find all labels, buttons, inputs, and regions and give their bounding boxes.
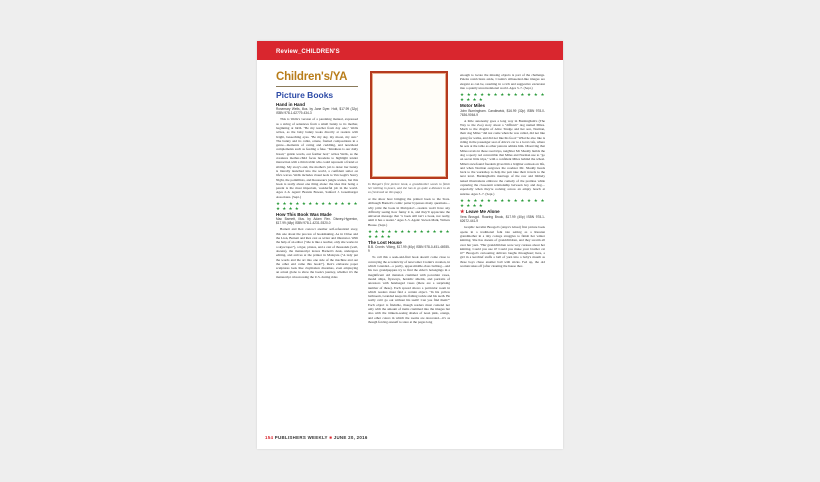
review-body-hand-in-hand: This is Wells's version of a parenting manual, expressed as a string of sentences from a small bunny to its mother, beginning at birth. "Be my teacher from day one," Wells writes, as the baby bunny looks directly at readers with bright, beseeching eyes. "Be my sky, my moon, my sun." The bunny and its cabin, ornate, framed compositions in a genre—moments of caring and cuddling, and newshead complements such as feeding a fake. "Kindness is our daily bread," gentle words, our feather bed," writes Wells, as the creatures mother-child focus broadens to highlight tender interaction with a third rabbit who could represent a friend or sibling. My story's end, the mother's job is done: her bunny is literally launched into the world, a confident sailor on life's waves. Wells includes visual nods to Van Gogh's Starry Night, the pointillists, and Rousseau's jungle scenes, but this book is really about one thing alone: the idea that being a parent is the most important, wonderful job in the world. Ages 2–6. Agent: Brenda Bowen, Sanford J. Greenburger Associates. (Sept.) xyxy=(276,117,358,199)
column-2 xyxy=(368,71,450,324)
column-3 xyxy=(460,73,545,268)
section-title: Children's/YA xyxy=(276,71,348,83)
column-1 xyxy=(276,71,358,279)
review-meta-the-lost-house: B.B. Cronin. Viking, $17.99 (40p) ISBN 978-0-451-46935-9 xyxy=(368,245,450,254)
review-meta-motor-miles: John Burningham. Candlewick, $16.99 (32p) ISBN 978-0-7636-9064-9 xyxy=(460,108,545,117)
review-title-the-lost-house: The Lost House xyxy=(368,240,402,246)
star-divider: ★ ★ ★ ★ ★ ★ ★ ★ ★ ★ ★ ★ ★ ★ ★ ★ ★ xyxy=(460,197,545,208)
publication-name: PUBLISHERS WEEKLY xyxy=(274,435,328,440)
page-footer xyxy=(265,435,368,440)
review-body-motor-miles: A little autonomy goes a long way in Burningham's (The Way to the Zoo) story about a "difficult" dog named Miles. Much to the chagrin of Alice Trudge and her son, Norman, their dog Miles "did not come when he was called, did not like going for walks, and did not like his food." What he also like is riding in the passenger seat of Alice's car to a local cafe, where he sets at the table as other patrons admire him. Observing that Miles revels in these road trips, neighbor Mr Shaddy builds the dog a sporty red convertible that Miles and Norman use to "go on secret little trips," with a confident Miles behind the wheel. Miles's newfound freedom gives him a brighter outlook on life, and when Norman outgrows the roadster Mr. Shaddy heads back to the workshop to help the pair take their travels to the next level. Burningham's marriage of the raw and blithely naked illustrations embrace the comedy of the premise while capturing the close-knit relationship between boy and dog—especially when they're rocking across an empty beach at sunrise. Ages 3–7. (Sept.) xyxy=(460,118,545,196)
book-cover-image xyxy=(370,71,448,179)
page-number: 154 xyxy=(265,435,274,440)
review-body-leave-me-alone: Graphic novelist Brosgol's (Anya's Ghost) first picture book opens in a traditional folk tale setting as a Russian grandmother in a tiny cottage struggles to finish her winter knitting. She has dozens of grandchildren, and they swarm all over her yarn. "Her grandchildren were very curious about her knitting. Could you use it? Could you make your brother cat it?" Brosgol's cartooning delivers laughs throughout; here, a girl in a kerchief stuffs a ball of yarn into a baby's mouth as three boys chase another ball with sticks. Fed up, the old woman takes off (after cleaning the house thor- xyxy=(460,225,545,269)
section-divider xyxy=(276,86,358,87)
review-meta-leave-me-alone: Vera Brosgol. Roaring Brook, $17.99 (40p) ISBN 978-1-62672-441-9 xyxy=(460,215,545,224)
star-divider: ★ ★ ★ ★ ★ ★ ★ ★ ★ ★ ★ ★ ★ ★ ★ ★ ★ xyxy=(276,201,358,212)
issue-date: JUNE 20, 2016 xyxy=(333,435,368,440)
starred-review-icon: ★ xyxy=(460,208,465,215)
footer-separator-icon: ■ xyxy=(329,435,333,440)
review-meta-hand-in-hand: Rosemary Wells, illus. by Jane Dyer. Holt, $17.99 (32p) ISBN 978-1-62779-434-3 xyxy=(276,107,358,116)
banner-label: Review_CHILDREN'S xyxy=(276,49,340,55)
star-divider: ★ ★ ★ ★ ★ ★ ★ ★ ★ ★ ★ ★ ★ ★ ★ ★ ★ xyxy=(460,92,545,103)
review-body-how-this-book-was-made: Barnett and Rex concoct another self-referential story, this one about the process of bookmaking. As in Chloe and the Lion, Barnett and Rex cast as writer and illustrator. With the help of an editor ("she is like a teacher, only she works in a skyscraper"), a tiger, pirates, and a cast of thousands (well, dozens), the manuscript leaves Barnett's desk, undergoes editing, and arrives at the printer in Malaysia ("A lady put the words and the art into one side of the machine and out the other end came this book!"). Rex's elaborate paper sculptures look like claymation dioramas, even employing an actual globe to show the book's journey, whether it's the manuscript crisscrossing the U.S. during rides xyxy=(276,227,358,279)
cover-caption: In Bengal's first picture book, a grandmother wants to finish her knitting in peace, and she has to go quite a distance to do so (reviewed on this page). xyxy=(368,182,450,194)
review-body-continued: enough to locate the missing objects is part of the challenge. Palette restrictions aside, Cronin's silhouetted-like images are elegant as can be, resulting in a rich and suggestive excursion into a quietly unconventional world. Ages 3–7. (Sept.) xyxy=(460,73,545,90)
review-title-hand-in-hand: Hand in Hand xyxy=(276,102,305,107)
review-title-how-this-book-was-made: How This Book Was Made xyxy=(276,212,332,218)
review-body-the-lost-house: To call this a seek-and-find book doesn't come close to conveying the eccentricity of newcomer Cronin's creation, in which Grandad—a portly, upper-middle-class bulldog—and his two grandpuppies try to find the elder's belongings in a magnificent old mansion crammed with porcelain vases, model ships, flyaways, heraldic shields, and portraits of ancestors with handsaged vases (there are a surprising number of these). Each spread shows a particular room in which readers must find a certain object. "In his yellow bathroom, Grandad keeps his fishing tackle and his teeth. He really can't go out without his teeth! Can you find them?" Each object is findable, though readers must contend not only with the amount of items crammed into the images but also with the trinkets-seeing shades of neon pink, orange, and other colors in which the rooms are decorated—it's as though forcing oneself to stare at the pages long xyxy=(368,255,450,324)
review-title-motor-miles: Motor Miles xyxy=(460,103,486,109)
subsection-title: Picture Books xyxy=(276,90,334,100)
star-divider: ★ ★ ★ ★ ★ ★ ★ ★ ★ ★ ★ ★ ★ ★ ★ ★ ★ xyxy=(368,229,450,240)
review-meta-how-this-book-was-made: Mac Barnett, illus. by Adam Rex. Disney-Hyperion, $17.99 (48p) ISBN 978-1-4231-9320-0 xyxy=(276,217,358,226)
review-title-text: Leave Me Alone xyxy=(465,208,500,214)
magazine-page xyxy=(257,41,563,449)
review-body-continued: or the show host bringing the printed book to the Stars. Although Barnett's comic patter bypasses many questions—why print the book in Malaysia?—readers won't have any difficulty seeing how funny it is, and they'll appreciate the universal message that "a book still isn't a book, not really, until it has a reader." Ages 3–5. Agent: Steven Malk, Writers House. (Sept.) xyxy=(368,197,450,227)
review-banner xyxy=(257,41,563,60)
